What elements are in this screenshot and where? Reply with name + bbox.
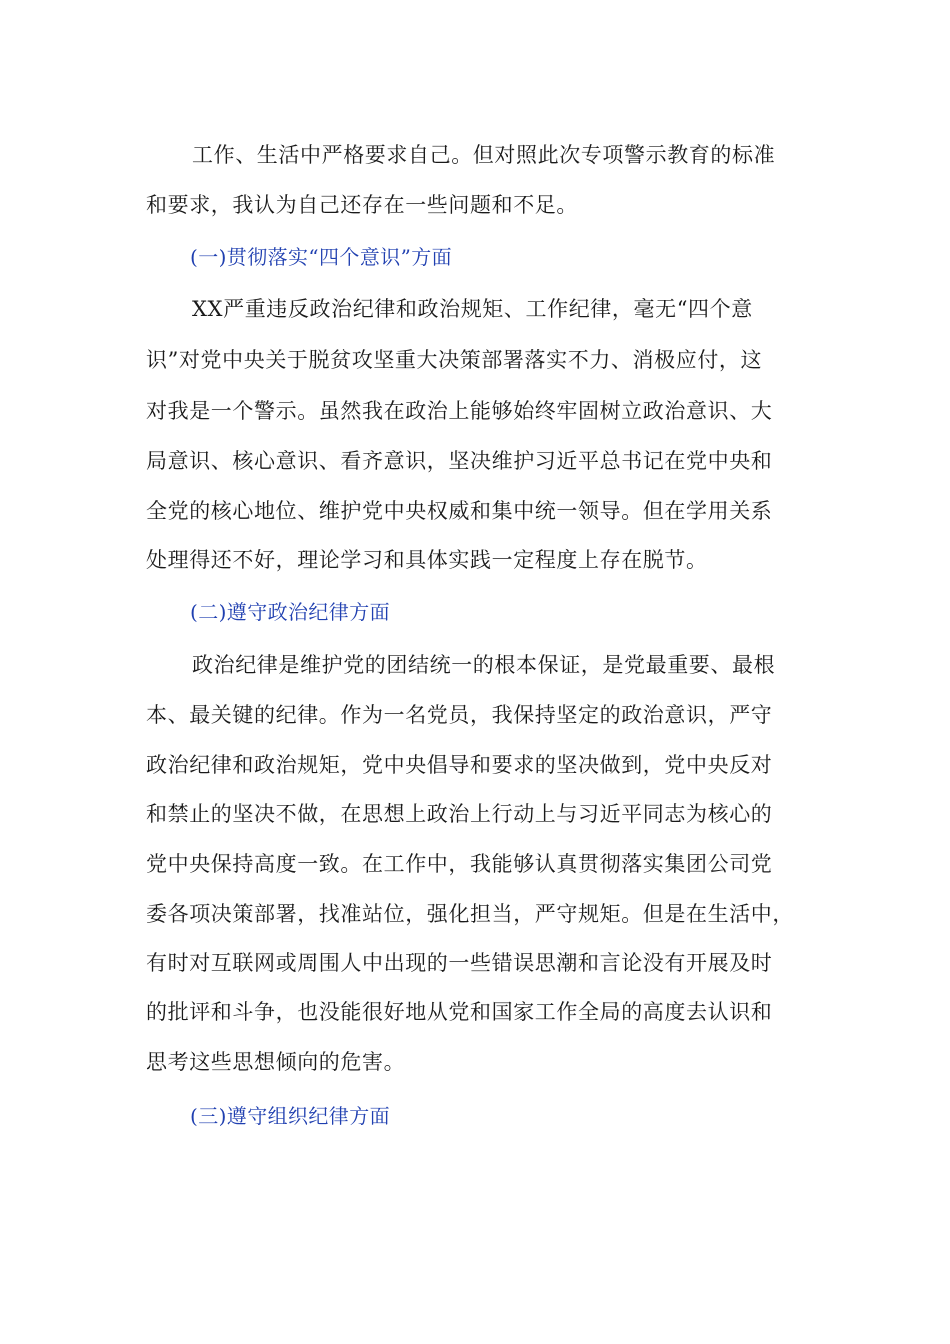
section-2-line-8: 的批评和斗争，也没能很好地从党和国家工作全局的高度去认识和 [146,1000,773,1024]
section-2-line-7: 有时对互联网或周围人中出现的一些错误思潮和言论没有开展及时 [146,951,773,975]
intro-line-2: 和要求，我认为自己还存在一些问题和不足。 [146,193,578,217]
section-2-line-2: 本、最关键的纪律。作为一名党员，我保持坚定的政治意识，严守 [146,703,773,727]
section-2-line-9: 思考这些思想倾向的危害。 [146,1050,406,1074]
section-heading-2: (二)遵守政治纪律方面 [190,600,391,624]
section-1-line-2: 识”对党中央关于脱贫攻坚重大决策部署落实不力、消极应付，这 [146,348,763,372]
section-1-line-3: 对我是一个警示。虽然我在政治上能够始终牢固树立政治意识、大 [146,399,773,423]
section-2-line-4: 和禁止的坚决不做，在思想上政治上行动上与习近平同志为核心的 [146,802,773,826]
section-2-line-5: 党中央保持高度一致。在工作中，我能够认真贯彻落实集团公司党 [146,852,773,876]
section-2-line-6: 委各项决策部署，找准站位，强化担当，严守规矩。但是在生活中， [146,902,794,926]
section-heading-3: (三)遵守组织纪律方面 [190,1104,391,1128]
section-heading-1: (一)贯彻落实“四个意识”方面 [190,245,453,269]
section-1-line-6: 处理得还不好，理论学习和具体实践一定程度上存在脱节。 [146,548,708,572]
section-2-line-3: 政治纪律和政治规矩，党中央倡导和要求的坚决做到，党中央反对 [146,753,773,777]
section-1-line-1: XX严重违反政治纪律和政治规矩、工作纪律，毫无“四个意 [192,297,753,321]
section-1-line-5: 全党的核心地位、维护党中央权威和集中统一领导。但在学用关系 [146,499,773,523]
section-1-line-4: 局意识、核心意识、看齐意识，坚决维护习近平总书记在党中央和 [146,449,773,473]
section-2-line-1: 政治纪律是维护党的团结统一的根本保证，是党最重要、最根 [192,653,776,677]
intro-line-1: 工作、生活中严格要求自己。但对照此次专项警示教育的标准 [192,143,776,167]
